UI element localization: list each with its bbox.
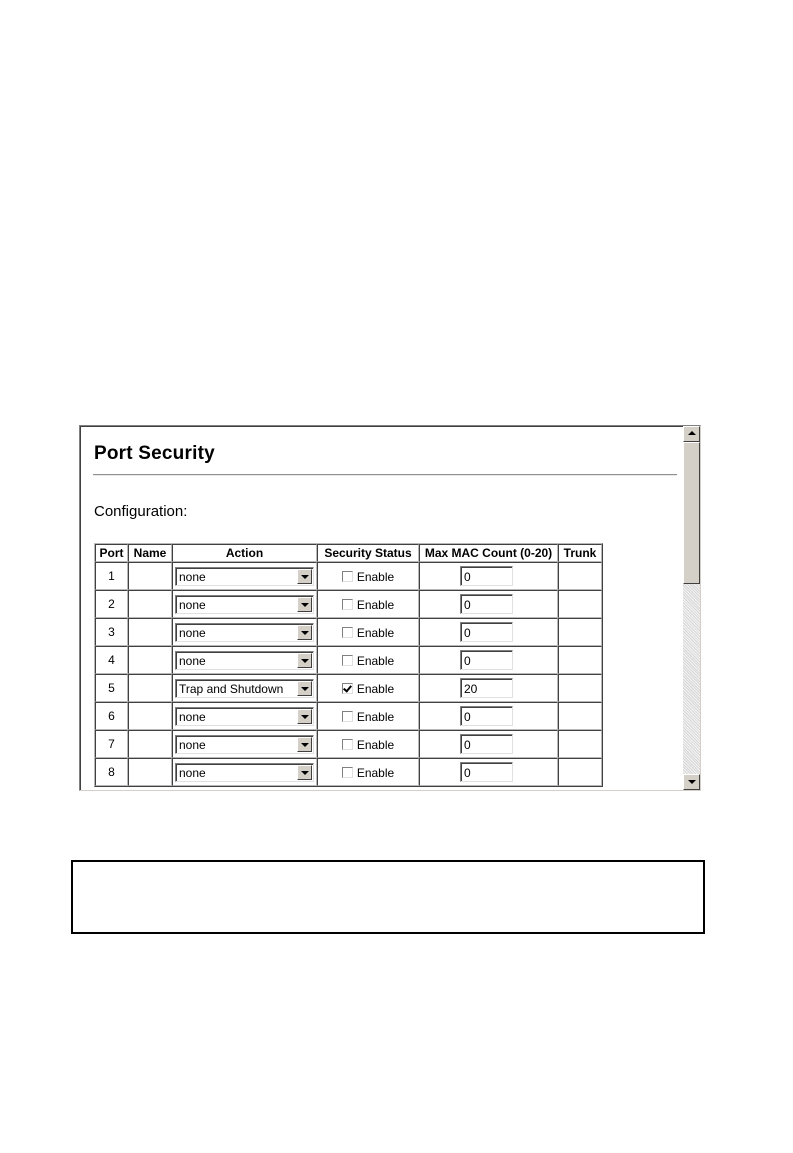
trunk-cell: [558, 730, 602, 758]
security-status-cell: [317, 674, 419, 702]
enable-checkbox[interactable]: [342, 739, 353, 750]
scrollbar-thumb[interactable]: [683, 442, 700, 584]
enable-label: Enable: [356, 569, 395, 584]
max-mac-count-input[interactable]: [460, 622, 513, 642]
enable-label: Enable: [356, 681, 395, 696]
chevron-down-icon[interactable]: [297, 709, 312, 724]
enable-checkbox[interactable]: [342, 767, 353, 778]
column-header-action: Action: [172, 544, 317, 562]
trunk-cell: [558, 590, 602, 618]
trunk-cell: [558, 646, 602, 674]
table-row: [95, 758, 602, 786]
name-cell: [128, 730, 172, 758]
action-select-value: none: [179, 569, 206, 584]
max-mac-count-value: 0: [464, 626, 471, 640]
chevron-down-icon[interactable]: [297, 737, 312, 752]
max-mac-count-input[interactable]: [460, 706, 513, 726]
max-mac-cell: [419, 618, 558, 646]
max-mac-count-input[interactable]: [460, 566, 513, 586]
security-status-cell: [317, 618, 419, 646]
max-mac-count-value: 20: [464, 682, 478, 696]
action-select[interactable]: [175, 651, 314, 670]
max-mac-cell: [419, 702, 558, 730]
table-row: [95, 590, 602, 618]
enable-checkbox[interactable]: [342, 571, 353, 582]
enable-label: Enable: [356, 597, 395, 612]
chevron-down-icon[interactable]: [297, 569, 312, 584]
max-mac-cell: [419, 646, 558, 674]
max-mac-count-value: 0: [464, 654, 471, 668]
section-title: Configuration:: [94, 503, 188, 520]
port-cell: 6: [95, 702, 128, 730]
name-cell: [128, 702, 172, 730]
max-mac-cell: [419, 674, 558, 702]
security-status-cell: [317, 758, 419, 786]
arrow-up-icon[interactable]: [683, 426, 700, 442]
port-cell: 7: [95, 730, 128, 758]
action-cell: [172, 562, 317, 590]
trunk-cell: [558, 618, 602, 646]
max-mac-count-input[interactable]: [460, 762, 513, 782]
port-cell: 8: [95, 758, 128, 786]
action-cell: [172, 618, 317, 646]
column-header-name: Name: [128, 544, 172, 562]
name-cell: [128, 674, 172, 702]
enable-checkbox[interactable]: [342, 599, 353, 610]
action-select[interactable]: [175, 567, 314, 586]
max-mac-count-value: 0: [464, 598, 471, 612]
max-mac-cell: [419, 562, 558, 590]
security-status-cell: [317, 702, 419, 730]
max-mac-count-input[interactable]: [460, 734, 513, 754]
action-select-value: none: [179, 765, 206, 780]
max-mac-cell: [419, 590, 558, 618]
enable-label: Enable: [356, 653, 395, 668]
enable-checkbox[interactable]: [342, 683, 353, 694]
port-cell: 5: [95, 674, 128, 702]
trunk-cell: [558, 702, 602, 730]
name-cell: [128, 646, 172, 674]
trunk-cell: [558, 562, 602, 590]
max-mac-count-value: 0: [464, 710, 471, 724]
action-cell: [172, 590, 317, 618]
table-row: [95, 730, 602, 758]
action-select[interactable]: [175, 735, 314, 754]
empty-note-box: [71, 860, 705, 934]
action-select-value: none: [179, 625, 206, 640]
action-cell: [172, 646, 317, 674]
max-mac-count-value: 0: [464, 766, 471, 780]
enable-checkbox[interactable]: [342, 655, 353, 666]
action-select-value: none: [179, 737, 206, 752]
port-security-table: [94, 543, 603, 787]
action-select[interactable]: [175, 763, 314, 782]
table-row: [95, 674, 602, 702]
page-content: [81, 427, 684, 791]
chevron-down-icon[interactable]: [297, 765, 312, 780]
max-mac-count-input[interactable]: [460, 650, 513, 670]
security-status-cell: [317, 562, 419, 590]
max-mac-cell: [419, 730, 558, 758]
action-select-value: none: [179, 597, 206, 612]
enable-label: Enable: [356, 737, 395, 752]
action-cell: [172, 674, 317, 702]
column-header-trunk: Trunk: [558, 544, 602, 562]
column-header-security-status: Security Status: [317, 544, 419, 562]
port-cell: 1: [95, 562, 128, 590]
name-cell: [128, 758, 172, 786]
trunk-cell: [558, 674, 602, 702]
table-row: [95, 702, 602, 730]
max-mac-cell: [419, 758, 558, 786]
enable-checkbox[interactable]: [342, 627, 353, 638]
max-mac-count-input[interactable]: [460, 594, 513, 614]
chevron-down-icon[interactable]: [297, 597, 312, 612]
vertical-scrollbar[interactable]: [683, 426, 700, 790]
chevron-down-icon[interactable]: [297, 681, 312, 696]
action-select-value: none: [179, 653, 206, 668]
port-cell: 2: [95, 590, 128, 618]
security-status-cell: [317, 590, 419, 618]
name-cell: [128, 618, 172, 646]
enable-label: Enable: [356, 765, 395, 780]
column-header-port: Port: [95, 544, 128, 562]
chevron-down-icon[interactable]: [297, 625, 312, 640]
port-cell: 4: [95, 646, 128, 674]
table-header-row: [95, 544, 602, 562]
action-cell: [172, 702, 317, 730]
security-status-cell: [317, 646, 419, 674]
arrow-down-icon[interactable]: [683, 774, 700, 790]
table-row: [95, 646, 602, 674]
browser-frame: [79, 425, 701, 791]
action-select[interactable]: [175, 679, 314, 698]
table-row: [95, 562, 602, 590]
trunk-cell: [558, 758, 602, 786]
enable-label: Enable: [356, 709, 395, 724]
enable-label: Enable: [356, 625, 395, 640]
page-title: Port Security: [94, 443, 215, 464]
max-mac-count-value: 0: [464, 738, 471, 752]
table-row: [95, 618, 602, 646]
action-select[interactable]: [175, 595, 314, 614]
action-cell: [172, 730, 317, 758]
enable-checkbox[interactable]: [342, 711, 353, 722]
chevron-down-icon[interactable]: [297, 653, 312, 668]
action-select-value: Trap and Shutdown: [179, 681, 284, 696]
action-cell: [172, 758, 317, 786]
security-status-cell: [317, 730, 419, 758]
max-mac-count-input[interactable]: [460, 678, 513, 698]
name-cell: [128, 562, 172, 590]
action-select[interactable]: [175, 623, 314, 642]
title-divider: [93, 474, 677, 476]
max-mac-count-value: 0: [464, 570, 471, 584]
action-select-value: none: [179, 709, 206, 724]
port-cell: 3: [95, 618, 128, 646]
name-cell: [128, 590, 172, 618]
action-select[interactable]: [175, 707, 314, 726]
column-header-max-mac-count: Max MAC Count (0-20): [419, 544, 558, 562]
